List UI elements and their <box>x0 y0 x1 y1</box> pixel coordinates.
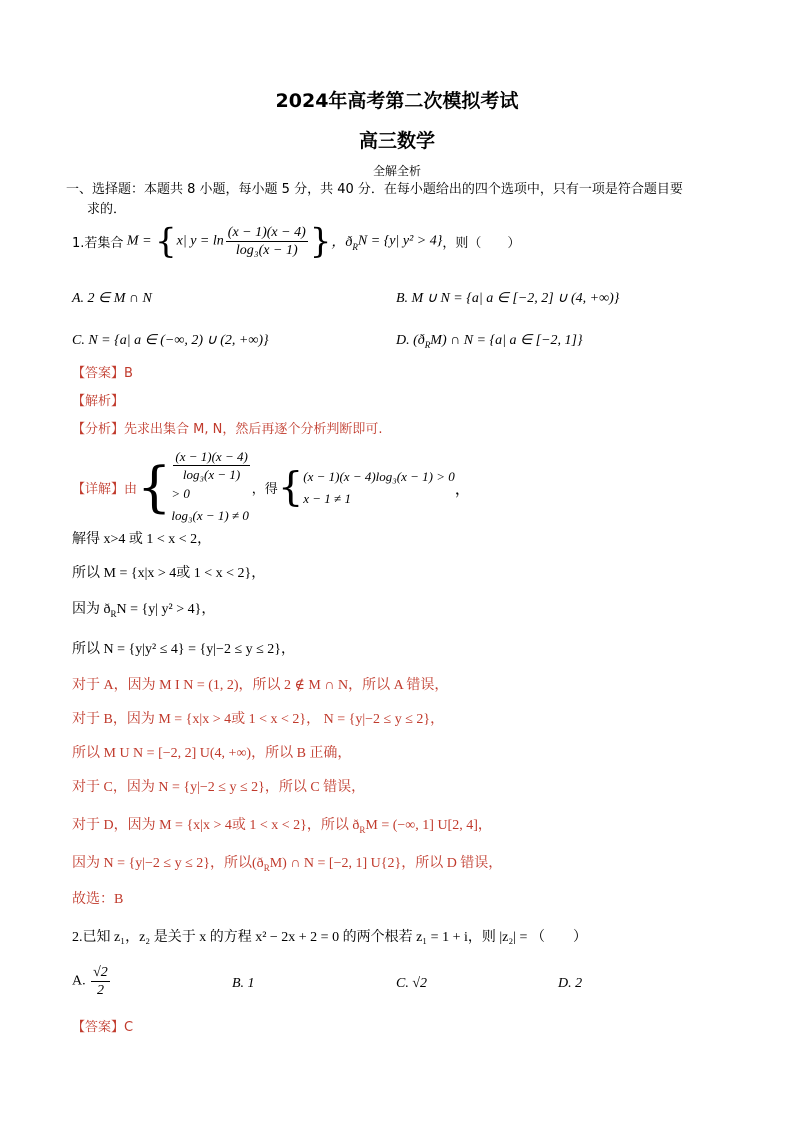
q1-answer <box>72 362 133 381</box>
q1-complement: ，$ð_R$ <box>331 235 358 252</box>
q2-option-a-label: A. <box>72 973 86 989</box>
q1-system1 <box>171 448 251 527</box>
question-1-stem <box>72 221 521 272</box>
q1-tail: ，则（ ） <box>442 236 521 251</box>
q1-xiangjie-tag: 【详解】 <box>72 482 125 497</box>
section-heading-line1: 一、选择题：本题共 8 小题，每小题 5 分，共 40 分．在每小题给出的四个选项中，只有一项是符合题目要 <box>66 182 683 197</box>
q1-solution-line-4: 所以 N = {y|y² ≤ 4} = {y|−2 ≤ y ≤ 2}， <box>72 642 296 657</box>
q1-xiangjie-you: 由 <box>124 482 138 497</box>
q1-solution-line-10: 因为 N = {y|−2 ≤ y ≤ 2}，所以$(ð_RM)$ ∩ N = [−2, 1] U{2}，所以 D 错误， <box>72 856 503 873</box>
q1-system2 <box>303 466 455 510</box>
q1-set-n: N = {y| y² > 4} <box>357 233 443 249</box>
q1-fraction <box>226 224 308 259</box>
q2-option-c <box>396 976 427 992</box>
q1-option-a: A. 2 ∈ M ∩ N <box>72 291 152 306</box>
q1-prefix: 1.若集合 <box>72 236 124 251</box>
q1-fraction-denominator: log₃(x − 1) <box>235 243 298 258</box>
q2-option-c-label: C. <box>396 976 409 991</box>
q2-option-c-value: √2 <box>412 976 428 991</box>
q1-solution-line-3: 因为 $ð_RN = \{y|$ y² > 4}， <box>72 602 216 619</box>
q1-xiangjie <box>72 448 471 523</box>
q1-set-m-label: M = <box>126 233 156 249</box>
section-heading <box>66 180 736 220</box>
q1-system1-line2: log₃(x − 1) ≠ 0 <box>171 508 249 523</box>
q1-system2-line2: x − 1 ≠ 1 <box>303 490 351 506</box>
q1-solution-line-8: 对于 C，因为 N = {y|−2 ≤ y ≤ 2}，所以 C 错误， <box>72 780 366 795</box>
q2-option-b: B. 1 <box>232 976 255 991</box>
q1-answer-tag: 【答案】 <box>72 366 125 381</box>
q1-system2-brace: { <box>277 464 304 511</box>
q1-option-c: C. N = {a| a ∈ (−∞, 2) ∪ (2, +∞)} <box>72 333 269 348</box>
q1-system1-brace: { <box>137 455 172 519</box>
q2-answer-value: C <box>124 1020 134 1035</box>
page-title: 2024年高考第二次模拟考试 <box>275 90 519 112</box>
q1-fraction-numerator: (x − 1)(x − 4) <box>227 225 306 240</box>
q1-right-brace: } <box>309 221 332 262</box>
q1-solution-line-9: 对于 D，因为 M = {x|x > 4或 1 < x < 2}，所以 $ð_RM$ = (−∞, 1] U[2, 4]， <box>72 818 492 835</box>
q1-fenxi-tag: 【分析】 <box>72 422 125 437</box>
q1-system2-line1: (x − 1)(x − 4)log₃(x − 1) > 0 <box>303 468 455 484</box>
q2-option-d: D. 2 <box>558 976 583 991</box>
q2-answer <box>72 1016 133 1035</box>
q1-solution-line-6: 对于 B，因为 M = {x|x > 4或 1 < x < 2}， N = {y|−2 ≤ y ≤ 2}， <box>72 712 445 727</box>
q1-fenxi <box>72 418 383 437</box>
q1-analysis-tag: 【解析】 <box>72 394 125 409</box>
q1-solution-line-7: 所以 M U N = [−2, 2] U(4, +∞)，所以 B 正确， <box>72 746 352 761</box>
question-2-stem: 2.已知 z₁，z₂ 是关于 x 的方程 x² − 2x + 2 = 0 的两个根若 z₁ = 1 + i，则 |z₂| = （ ） <box>72 930 587 945</box>
q2-option-a <box>72 964 112 999</box>
q1-solution-line-1: 解得 x>4 或 1 < x < 2， <box>72 532 212 547</box>
q1-system1-line1: (x − 1)(x − 4) log₃(x − 1) > 0 <box>171 449 248 501</box>
q2-option-a-fraction: $\frac{√2}{2}$ <box>93 965 108 998</box>
q1-fenxi-text: 先求出集合 M, N，然后再逐个分析判断即可. <box>124 422 383 437</box>
section-heading-line2: 求的． <box>87 202 127 217</box>
q1-option-d: D. $(ð_RM)$ ∩ N = {a| a ∈ [−2, 1]} <box>396 333 583 350</box>
q1-solution-line-5: 对于 A，因为 M I N = (1, 2)，所以 2 ∉ M ∩ N，所以 A 错误， <box>72 678 449 693</box>
q1-system2-tail: ， <box>454 481 471 498</box>
page-subtitle: 全解全析 <box>372 164 421 178</box>
q1-de: ，得 <box>251 482 278 497</box>
q1-set-m-var: x| y = ln <box>176 233 224 249</box>
q1-option-b: B. M ∪ N = {a| a ∈ [−2, 2] ∪ (4, +∞)} <box>396 291 620 306</box>
q1-left-brace: { <box>155 221 177 262</box>
page-subject: 高三数学 <box>358 130 435 152</box>
q1-solution-line-2: 所以 M = {x|x > 4或 1 < x < 2}， <box>72 566 266 581</box>
q1-answer-value: B <box>124 366 133 381</box>
q1-solution-line-11: 故选：B <box>72 892 124 907</box>
q2-answer-tag: 【答案】 <box>72 1020 125 1035</box>
